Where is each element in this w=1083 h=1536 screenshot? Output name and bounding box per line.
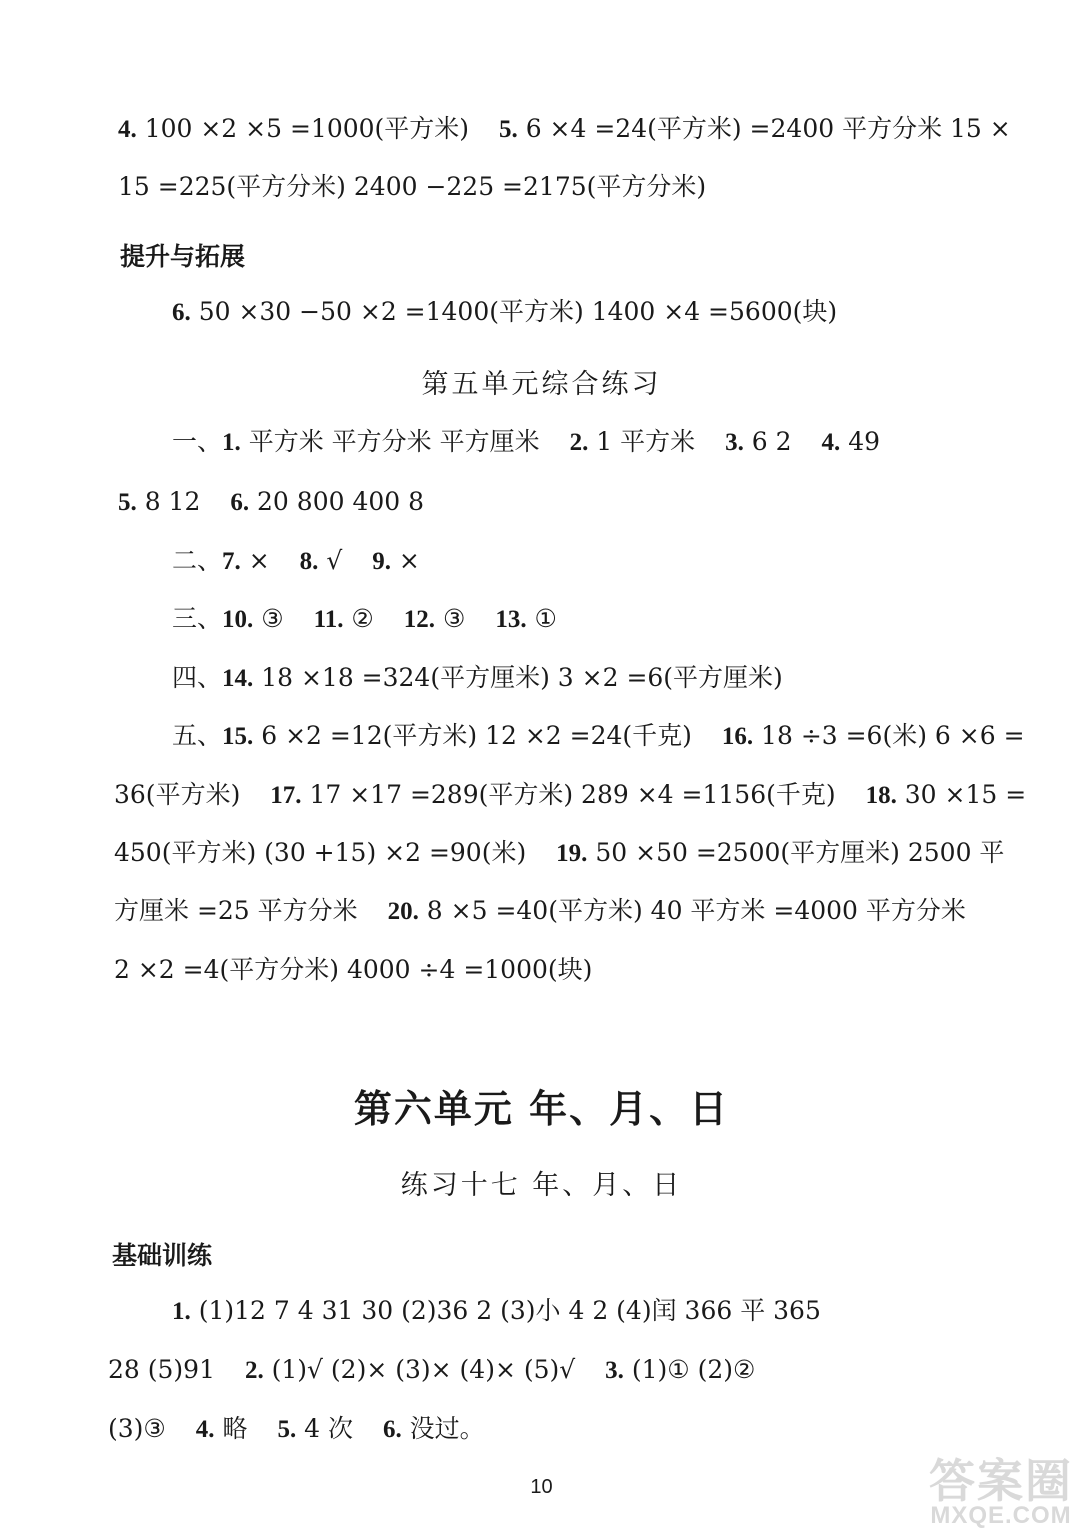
item-number: 3. [605, 1357, 624, 1384]
answer-text: ③ [253, 604, 284, 633]
answer-text: 平方米 平方分米 平方厘米 [240, 427, 540, 456]
item-number: 6. [172, 299, 191, 326]
answer-text: 36(平方米) [114, 780, 241, 809]
item-number: 3. [725, 429, 744, 456]
answer-line [114, 896, 966, 927]
answer-text: (1)① (2)② [623, 1355, 756, 1384]
section-heading: 基础训练 [112, 1241, 213, 1270]
section-heading: 提升与拓展 [120, 242, 246, 271]
answer-line [172, 297, 837, 328]
item-number: 20. [387, 898, 419, 925]
item-number: 2. [244, 1357, 264, 1384]
answer-line [118, 172, 706, 202]
item-number: 18. [865, 782, 897, 809]
answer-text: 28 (5)91 [108, 1355, 215, 1384]
item-number: 13. [495, 606, 527, 633]
item-number: 12. [403, 606, 436, 633]
item-number: 7. [222, 548, 241, 575]
item-number: 5. [118, 489, 137, 516]
part-label: 二、 [172, 546, 223, 575]
answer-text: × [240, 546, 270, 575]
item-number: 16. [721, 723, 754, 750]
answer-text: 6 ×2 =12(平方米) 12 ×2 =24(千克) [253, 721, 692, 750]
item-number: 6. [382, 1416, 402, 1443]
answer-text: 50 ×30 −50 ×2 =1400(平方米) 1400 ×4 =5600(块) [190, 297, 838, 326]
answer-text: 50 ×50 =2500(平方厘米) 2500 平 [587, 838, 1005, 867]
answer-line [114, 955, 592, 985]
item-number: 5. [277, 1416, 297, 1443]
item-number: 5. [499, 116, 518, 143]
watermark-en: MXQE.COM [930, 1502, 1072, 1529]
answer-text: 20 800 400 8 [249, 487, 425, 516]
answer-text: 30 ×15 = [896, 780, 1027, 809]
item-number: 4. [118, 116, 137, 143]
answer-text: 17 ×17 =289(平方米) 289 ×4 =1156(千克) [301, 780, 836, 809]
answer-text: ③ [435, 604, 466, 633]
answer-line [172, 546, 420, 577]
item-number: 1. [222, 429, 241, 456]
answer-text: 2 ×2 =4(平方分米) 4000 ÷4 =1000(块) [114, 955, 593, 984]
item-number: 1. [172, 1298, 191, 1325]
item-number: 2. [569, 429, 589, 456]
item-number: 17. [270, 782, 302, 809]
answer-line [172, 1296, 821, 1327]
answer-text: 18 ÷3 =6(米) 6 ×6 = [753, 721, 1025, 750]
part-label: 四、 [172, 663, 223, 692]
answer-text: 4 次 [296, 1414, 353, 1443]
item-number: 6. [230, 489, 250, 516]
item-number: 15. [222, 723, 254, 750]
section-title: 第五单元综合练习 [421, 369, 662, 400]
item-number: 4. [821, 429, 841, 456]
answer-line [114, 780, 1026, 811]
answer-line [108, 1414, 485, 1445]
answer-line [172, 721, 1025, 752]
unit-title: 第六单元 年、月、日 [353, 1087, 730, 1131]
answer-line [118, 114, 1011, 145]
answer-text: 6 2 [743, 427, 792, 456]
answer-line [172, 427, 880, 458]
answer-text: 8 12 [136, 487, 201, 516]
item-number: 14. [222, 665, 254, 692]
item-number: 4. [195, 1416, 215, 1443]
answer-text: 450(平方米) (30 +15) ×2 =90(米) [114, 838, 527, 867]
answer-line [118, 487, 424, 518]
answer-text: ① [526, 604, 557, 633]
answer-text: (1)√ (2)× (3)× (4)× (5)√ [263, 1355, 576, 1384]
item-number: 8. [299, 548, 319, 575]
answer-text: 6 ×4 =24(平方米) =2400 平方分米 15 × [517, 114, 1011, 143]
answer-text: ② [343, 604, 374, 633]
answer-text: 略 [214, 1414, 248, 1443]
answer-line [172, 663, 783, 694]
exercise-title: 练习十七 年、月、日 [400, 1170, 683, 1201]
answer-text: 100 ×2 ×5 =1000(平方米) [136, 114, 470, 143]
answer-text: (1)12 7 4 31 30 (2)36 2 (3)小 4 2 (4)闰 366 平 365 [190, 1296, 821, 1325]
answer-text: 1 平方米 [588, 427, 696, 456]
item-number: 11. [313, 606, 344, 633]
answer-text: (3)③ [108, 1414, 166, 1443]
item-number: 9. [372, 548, 391, 575]
answer-line [172, 604, 557, 635]
part-label: 五、 [172, 721, 223, 750]
answer-text: × [390, 546, 420, 575]
item-number: 19. [556, 840, 588, 867]
part-label: 三、 [172, 604, 223, 633]
answer-line [114, 838, 1004, 869]
item-number: 10. [222, 606, 254, 633]
answer-text: 49 [840, 427, 881, 456]
watermark-cn: 答案圈 [929, 1455, 1073, 1507]
answer-text: √ [318, 546, 343, 575]
part-label: 一、 [172, 427, 223, 456]
watermark-logo [929, 1455, 1073, 1529]
answer-text: 方厘米 =25 平方分米 [114, 896, 358, 925]
answer-text: 8 ×5 =40(平方米) 40 平方米 =4000 平方分米 [418, 896, 966, 925]
page-number: 10 [530, 1476, 553, 1498]
answer-text: 15 =225(平方分米) 2400 −225 =2175(平方分米) [118, 172, 707, 201]
answer-text: 18 ×18 =324(平方厘米) 3 ×2 =6(平方厘米) [253, 663, 783, 692]
answer-line [108, 1355, 755, 1386]
answer-text: 没过。 [401, 1414, 485, 1443]
